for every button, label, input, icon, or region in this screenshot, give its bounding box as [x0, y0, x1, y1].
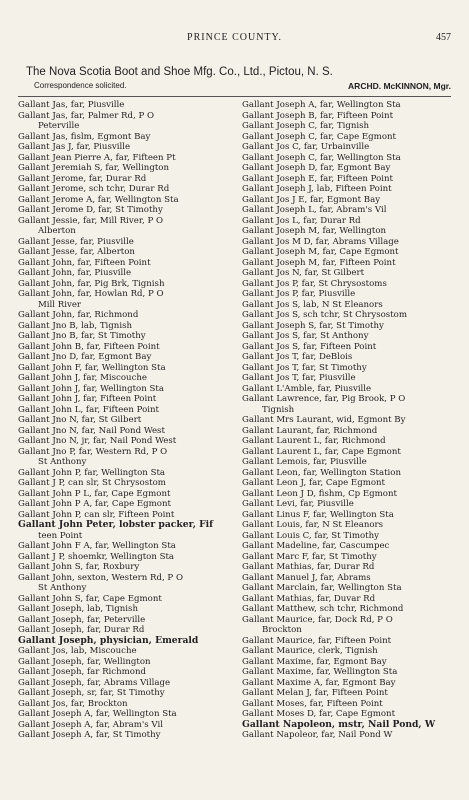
directory-entry: Gallant John F, far, Wellington Sta [18, 362, 166, 373]
directory-entry: Gallant Laurent L, far, Cape Egmont [242, 446, 401, 457]
directory-entry: Gallant John P, far, Wellington Sta [18, 467, 166, 478]
directory-entry: Gallant Leon J D, fishm, Cp Egmont [242, 488, 397, 499]
directory-entry: Gallant Jerome, sch tchr, Durar Rd [18, 184, 170, 194]
directory-entry: Gallant Jos C, far, Urbainville [242, 142, 370, 152]
directory-entry: Gallant Joseph B, far, Fifteen Point [242, 110, 394, 121]
directory-entry: Gallant Joseph A, far, Wellington Sta [18, 709, 177, 719]
directory-entry: Gallant Joseph C, far, Tignish [242, 121, 370, 131]
directory-entry: Gallant Jerome A, far, Wellington Sta [18, 194, 179, 205]
directory-entry: Tignish [262, 404, 295, 415]
directory-entry: Gallant John J, far, Fifteen Point [18, 394, 157, 404]
directory-entry: Gallant John, far, Howlan Rd, P O [18, 289, 164, 299]
directory-entry: Gallant John F A, far, Wellington Sta [18, 541, 176, 551]
directory-entry: Gallant Jos P, far, St Chrysostoms [242, 278, 387, 289]
advert-manager: ARCHD. McKINNON, Mgr. [348, 81, 451, 91]
directory-entry: Gallant Maurice, far, Fifteen Point [242, 635, 392, 646]
directory-entry: Gallant Moses, far, Fifteen Point [242, 698, 383, 709]
directory-entry: Brockton [262, 625, 302, 635]
directory-entry: Gallant Jos S, far, St Anthony [242, 331, 369, 341]
directory-entry: Gallant Jno B, lab, Tignish [18, 320, 133, 331]
directory-entry: Gallant Jessie, far, Mill River, P O [18, 215, 164, 226]
directory-entry: Gallant Jos P, far, Piusville [242, 289, 356, 299]
directory-entry: Gallant Moses D, far, Cape Egmont [242, 709, 396, 719]
directory-entry: Gallant John S, far, Roxbury [18, 562, 140, 572]
directory-entry: Gallant Joseph S, far, St Timothy [242, 320, 384, 331]
directory-entry: Gallant Joseph A, far, Wellington Sta [242, 100, 401, 110]
directory-entry: Gallant John P L, far, Cape Egmont [18, 488, 171, 499]
directory-entry: Mill River [38, 299, 82, 310]
directory-entry: Gallant Jas, far, Piusville [18, 100, 125, 110]
directory-column-right [242, 100, 457, 741]
directory-entry: Gallant Joseph C, far, Wellington Sta [242, 152, 401, 163]
directory-entry: Gallant Maxime, far, Wellington Sta [242, 667, 398, 677]
directory-entry: Gallant Mathias, far, Durar Rd [242, 562, 375, 572]
directory-entry: Gallant Jos S, sch tchr, St Chrysostom [242, 310, 407, 320]
directory-entry: Gallant Jno D, far, Egmont Bay [18, 352, 152, 362]
page-title: PRINCE COUNTY. [187, 32, 282, 43]
directory-entry: Gallant Jno N, jr, far, Nail Pond West [18, 436, 177, 446]
directory-entry: Gallant John L, far, Fifteen Point [18, 404, 159, 415]
directory-entry: Gallant Joseph A, far, St Timothy [18, 730, 161, 740]
directory-entry: Gallant Joseph, far, Peterville [18, 614, 146, 625]
directory-entry: Gallant John, far, Pig Brk, Tignish [18, 278, 165, 289]
directory-entry: Gallant Napoleon, mstr, Nail Pond, W [242, 719, 436, 730]
directory-entry: Gallant John S, far, Cape Egmont [18, 593, 162, 604]
advert-title: The Nova Scotia Boot and Shoe Mfg. Co., Ltd., Pictou, N. S. [26, 66, 333, 78]
directory-entry: Gallant J P, shoemkr, Wellington Sta [18, 551, 175, 562]
directory-entry: Gallant Joseph M, far, Cape Egmont [242, 247, 399, 257]
directory-entry: Gallant Jas, far, Palmer Rd, P O [18, 110, 155, 121]
directory-entry: Gallant Marclain, far, Wellington Sta [242, 583, 402, 593]
directory-entry: Gallant John B, far, Fifteen Point [18, 341, 160, 352]
directory-entry: Gallant Joseph D, far, Egmont Bay [242, 163, 391, 173]
directory-entry: Gallant Jos T, far, Piusville [242, 373, 356, 383]
directory-entry: Gallant Levi, far, Piusville [242, 499, 354, 509]
directory-entry: Gallant L'Amble, far, Piusville [242, 383, 372, 394]
directory-entry: Gallant Jos N, far, St Gilbert [242, 268, 365, 278]
directory-entry: Gallant Jno N, far, St Gilbert [18, 415, 142, 425]
directory-entry: Gallant Joseph M, far, Fifteen Point [242, 257, 396, 268]
directory-entry: Gallant Madeline, far, Cascumpec [242, 541, 390, 551]
directory-entry: Gallant Joseph, sr, far, St Timothy [18, 688, 165, 698]
directory-entry: Gallant Linus F, far, Wellington Sta [242, 509, 394, 520]
directory-entry: Peterville [38, 121, 80, 131]
directory-entry: Gallant Jos S, lab, N St Eleanors [242, 299, 383, 310]
directory-entry: Gallant Lawrence, far, Pig Brook, P O [242, 394, 406, 404]
directory-entry: Gallant Joseph M, far, Wellington [242, 226, 387, 236]
directory-entry: Gallant Joseph, far, Wellington [18, 656, 151, 667]
directory-entry: Gallant Joseph J, lab, Fifteen Point [242, 184, 392, 194]
directory-entry: Gallant John, sexton, Western Rd, P O [18, 572, 183, 583]
directory-entry: Gallant Jean Pierre A, far, Fifteen Pt [18, 152, 176, 163]
directory-entry: Gallant John P, can slr, Fifteen Point [18, 509, 175, 520]
directory-entry: Gallant Jesse, far, Alberton [18, 247, 135, 257]
directory-entry: Gallant Jerome, far, Durar Rd [18, 173, 147, 184]
directory-entry: Gallant Jerome D, far, St Timothy [18, 205, 163, 215]
directory-entry: Gallant Jos, lab, Miscouche [18, 646, 137, 656]
directory-entry: Gallant Leon J, far, Cape Egmont [242, 478, 386, 488]
header-divider [18, 96, 451, 97]
directory-entry: Gallant Jesse, far, Piusville [18, 236, 134, 247]
directory-entry: Gallant Jno P, far, Western Rd, P O [18, 446, 168, 457]
directory-entry: Gallant Mathias, far, Duvar Rd [242, 593, 376, 604]
directory-entry: Gallant Marc F, far, St Timothy [242, 551, 377, 562]
directory-entry: Gallant Lemois, far, Piusville [242, 457, 367, 467]
directory-entry: Gallant Manuel J, far, Abrams [242, 572, 371, 583]
directory-entry: St Anthony [38, 457, 87, 467]
directory-entry: Gallant John, far, Piusville [18, 268, 132, 278]
directory-entry: Gallant Joseph, far, Abrams Village [18, 677, 171, 688]
directory-entry: Gallant Joseph C, far, Cape Egmont [242, 131, 396, 142]
directory-entry: St Anthony [38, 583, 87, 593]
directory-entry: Gallant Jno N, far, Nail Pond West [18, 425, 165, 436]
directory-entry: Gallant Leon, far, Wellington Station [242, 467, 401, 478]
page-number: 457 [436, 32, 451, 43]
directory-entry: Gallant Louis C, far, St Timothy [242, 530, 380, 541]
directory-entry: Gallant Napoleor, far, Nail Pond W [242, 730, 393, 740]
directory-entry: Gallant Laurent L, far, Richmond [242, 436, 386, 446]
directory-entry: Gallant John, far, Richmond [18, 310, 139, 320]
directory-entry: Gallant Jeremiah S, far, Wellington [18, 163, 169, 173]
directory-entry: Gallant Joseph, physician, Emerald [18, 635, 199, 646]
directory-entry: Gallant Louis, far, N St Eleanors [242, 520, 384, 530]
directory-entry: Gallant Mrs Laurant, wid, Egmont By [242, 415, 406, 425]
advert-tagline: Correspondence solicited. [34, 81, 127, 90]
directory-entry: teen Point [38, 530, 83, 541]
directory-entry: Gallant Melan J, far, Fifteen Point [242, 688, 388, 698]
directory-entry: Gallant John P A, far, Cape Egmont [18, 499, 171, 509]
directory-entry: Gallant John J, far, Miscouche [18, 373, 147, 383]
directory-entry: Gallant Matthew, sch tchr, Richmond [242, 604, 404, 614]
directory-entry: Gallant John Peter, lobster packer, Fif [18, 520, 214, 530]
directory-entry: Gallant Joseph E, far, Fifteen Point [242, 173, 394, 184]
directory-entry: Gallant John, far, Fifteen Point [18, 257, 151, 268]
directory-entry: Gallant Joseph, far Richmond [18, 667, 147, 677]
directory-entry: Gallant Jos J E, far, Egmont Bay [242, 194, 381, 205]
directory-entry: Alberton [38, 226, 76, 236]
directory-entry: Gallant John J, far, Wellington Sta [18, 383, 164, 394]
directory-entry: Gallant Joseph A, far, Abram's Vil [18, 719, 163, 730]
directory-entry: Gallant Jno B, far, St Timothy [18, 331, 146, 341]
directory-entry: Gallant Maxime, far, Egmont Bay [242, 656, 387, 667]
directory-entry: Gallant Jas J, far, Piusville [18, 142, 131, 152]
directory-entry: Gallant Joseph L, far, Abram's Vil [242, 205, 387, 215]
directory-entry: Gallant Laurant, far, Richmond [242, 425, 378, 436]
directory-entry: Gallant Jos M D, far, Abrams Village [242, 236, 399, 247]
directory-entry: Gallant Jos T, far, St Timothy [242, 362, 367, 373]
directory-entry: Gallant Jas, fislm, Egmont Bay [18, 131, 151, 142]
directory-entry: Gallant Joseph, far, Durar Rd [18, 625, 145, 635]
directory-entry: Gallant Maurice, far, Dock Rd, P O [242, 614, 393, 625]
directory-entry: Gallant Jos, far, Brockton [18, 698, 128, 709]
directory-entry: Gallant Jos T, far, DeBlois [242, 352, 353, 362]
page-header [0, 32, 469, 46]
directory-entry: Gallant J P, can slr, St Chrysostom [18, 478, 166, 488]
directory-entry: Gallant Maurice, clerk, Tignish [242, 646, 378, 656]
directory-column-left [18, 100, 233, 741]
directory-entry: Gallant Jos S, far, Fifteen Point [242, 341, 377, 352]
directory-entry: Gallant Jos L, far, Durar Rd [242, 215, 361, 226]
directory-entry: Gallant Maxime A, far, Egmont Bay [242, 677, 396, 688]
directory-entry: Gallant Joseph, lab, Tignish [18, 604, 138, 614]
advertisement-banner [0, 66, 469, 96]
